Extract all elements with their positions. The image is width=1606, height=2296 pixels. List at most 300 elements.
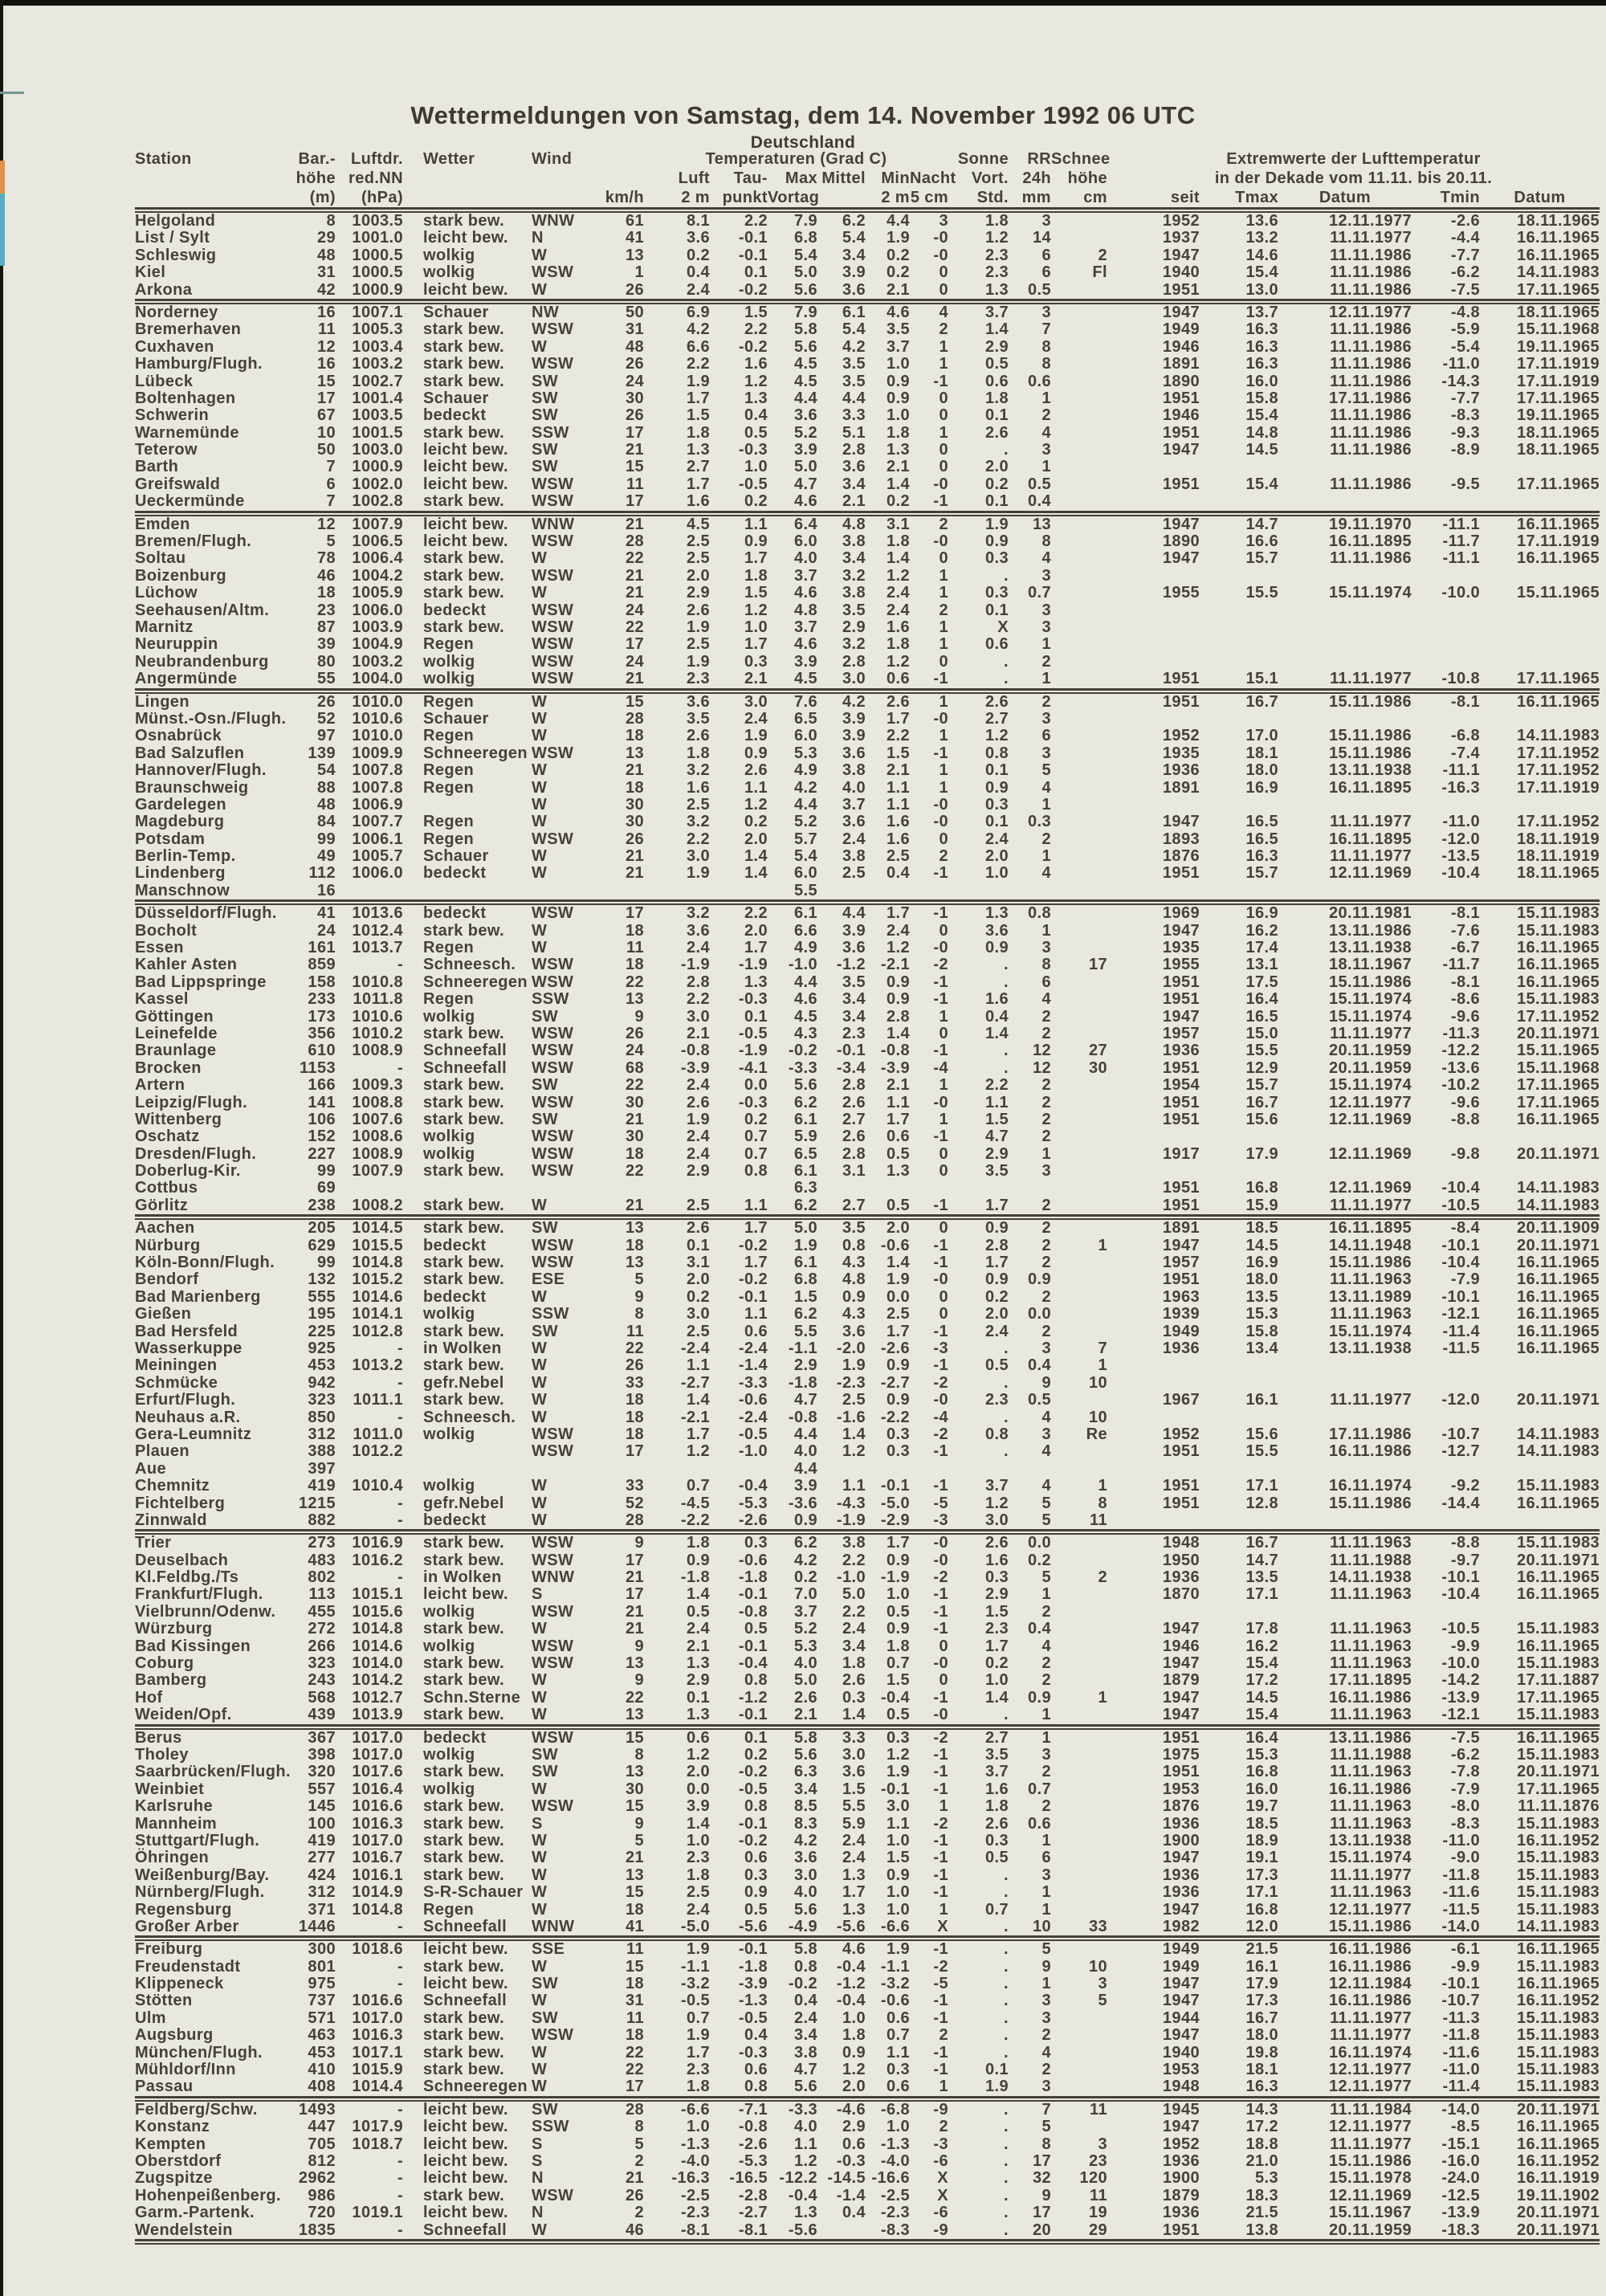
cell-datum2: 18.11.1965 xyxy=(1517,441,1600,459)
cell-seit: 1951 xyxy=(1162,1494,1200,1512)
cell-sonne: 0.3 xyxy=(984,1568,1009,1587)
cell-nacht: -0 xyxy=(933,709,948,728)
cell-max: 3.6 xyxy=(793,406,817,425)
cell-luftdr: - xyxy=(397,1975,403,1993)
cell-datum1 xyxy=(1278,1409,1412,1426)
cell-wetter: leicht bew. xyxy=(423,515,508,533)
table-row xyxy=(135,264,1600,281)
cell-winddir: W xyxy=(532,813,548,831)
cell-tau: 0.5 xyxy=(744,1620,768,1638)
cell-max: 4.6 xyxy=(793,635,817,654)
cell-winddir: WSW xyxy=(532,1058,574,1077)
cell-rr: 2 xyxy=(1041,1219,1051,1238)
cell-tmax: 18.5 xyxy=(1245,1219,1278,1238)
cell-sonne: 2.9 xyxy=(984,337,1009,356)
cell-rr: 3 xyxy=(1041,618,1051,636)
cell-luftdr: - xyxy=(397,1917,403,1935)
cell-min: -2.6 xyxy=(880,1340,910,1357)
cell-tau: 3.0 xyxy=(744,692,768,711)
cell-kmh: 17 xyxy=(625,1442,644,1461)
cell-station: Boizenburg xyxy=(135,566,226,585)
cell-datum2: 17.11.1952 xyxy=(1517,761,1600,780)
cell-datum1: 11.11.1984 xyxy=(1330,2100,1412,2119)
cell-luftdr: 1000.5 xyxy=(352,246,403,264)
cell-max: 4.7 xyxy=(793,1391,817,1409)
cell-tmin: -10.5 xyxy=(1441,1196,1480,1214)
cell-mittel: 0.6 xyxy=(842,2135,866,2153)
cell-max: 6.0 xyxy=(793,864,817,883)
cell-max: 6.8 xyxy=(793,229,817,247)
cell-max: 3.9 xyxy=(793,441,817,459)
cell-kmh: 13 xyxy=(625,1763,644,1781)
cell-tmin xyxy=(1412,1128,1480,1145)
cell-nacht: -0 xyxy=(933,939,948,957)
cell-mittel xyxy=(817,883,866,899)
cell-max: 3.9 xyxy=(793,1477,817,1495)
cell-seit: 1951 xyxy=(1162,2221,1200,2239)
cell-datum2 xyxy=(1480,883,1600,899)
cell-luftdr: 1003.5 xyxy=(352,406,403,425)
cell-nacht: -1 xyxy=(933,1128,948,1146)
cell-tau: 0.8 xyxy=(744,1797,768,1816)
cell-datum1: 17.11.1986 xyxy=(1329,389,1412,407)
cell-datum2: 15.11.1965 xyxy=(1517,584,1600,602)
cell-tmin: -10.5 xyxy=(1441,1620,1480,1638)
cell-winddir xyxy=(532,883,592,899)
cell-rr: 4 xyxy=(1041,1637,1051,1655)
cell-hoehe: 112 xyxy=(308,864,336,883)
cell-tmax: 18.0 xyxy=(1245,1270,1278,1289)
cell-seit xyxy=(1107,797,1200,814)
cell-schnee xyxy=(1051,1323,1107,1340)
cell-tau: -0.5 xyxy=(738,1780,768,1798)
cell-datum2: 16.11.1965 xyxy=(1517,956,1600,974)
scan-artifact-orange xyxy=(0,161,5,194)
cell-mittel: 3.5 xyxy=(842,372,866,390)
cell-rr: 5 xyxy=(1041,761,1051,780)
cell-tmax: 17.5 xyxy=(1245,973,1278,991)
cell-luft: -2.1 xyxy=(680,1408,710,1426)
cell-wetter: stark bew. xyxy=(423,1814,505,1833)
cell-seit xyxy=(1107,459,1200,475)
cell-nacht: -1 xyxy=(933,1236,948,1254)
cell-kmh: 5 xyxy=(634,1831,644,1849)
cell-max: 5.0 xyxy=(793,458,817,476)
cell-wetter: wolkig xyxy=(423,263,475,282)
cell-hoehe: 12 xyxy=(316,337,336,356)
cell-wetter: wolkig xyxy=(423,1425,475,1443)
cell-luftdr: 1014.1 xyxy=(352,1305,403,1323)
cell-tmax: 12.9 xyxy=(1245,1058,1278,1077)
cell-tau: 0.9 xyxy=(744,744,768,762)
cell-tmax: 16.2 xyxy=(1245,921,1278,940)
cell-mittel: 3.9 xyxy=(842,727,866,745)
cell-hoehe: 11 xyxy=(318,320,336,339)
cell-luftdr: 1014.8 xyxy=(352,1620,403,1638)
cell-rr: 20 xyxy=(1032,2221,1051,2239)
cell-luft: 1.2 xyxy=(686,1442,710,1461)
table-row xyxy=(135,1409,1600,1426)
cell-luftdr: 1007.6 xyxy=(352,1110,403,1128)
cell-luft: 2.3 xyxy=(686,1849,710,1867)
cell-luft: 3.1 xyxy=(686,1254,710,1272)
cell-tmin: -6.7 xyxy=(1450,939,1480,957)
header-schnee: Schnee xyxy=(1051,150,1111,168)
cell-luft: 6.6 xyxy=(686,337,710,356)
cell-winddir: WSW xyxy=(532,566,574,585)
table-row xyxy=(135,2170,1600,2187)
cell-sonne: 1.5 xyxy=(984,1110,1009,1128)
cell-seit: 1946 xyxy=(1162,406,1200,425)
cell-seit: 1940 xyxy=(1162,263,1200,282)
table-row xyxy=(135,636,1600,653)
cell-sonne: . xyxy=(1004,2221,1009,2239)
cell-luft xyxy=(644,1461,710,1478)
cell-min xyxy=(866,883,910,899)
cell-sonne: 1.8 xyxy=(984,212,1009,230)
table-row xyxy=(135,304,1600,321)
cell-winddir: W xyxy=(532,2043,548,2062)
cell-min: 0.9 xyxy=(886,1391,910,1409)
cell-winddir: W xyxy=(532,1373,548,1392)
cell-min: -16.6 xyxy=(871,2169,910,2188)
cell-datum2: 14.11.1983 xyxy=(1517,1179,1600,1197)
cell-luft: 1.4 xyxy=(686,1814,710,1833)
cell-schnee xyxy=(1051,321,1107,338)
cell-seit: 1951 xyxy=(1162,1728,1200,1747)
cell-sonne: 2.3 xyxy=(984,1391,1009,1409)
cell-sonne: 0.4 xyxy=(984,1007,1009,1026)
cell-tmax: 15.3 xyxy=(1245,1305,1278,1323)
cell-tmax: 17.8 xyxy=(1245,1620,1278,1638)
cell-seit: 1951 xyxy=(1162,389,1200,407)
cell-wetter: leicht bew. xyxy=(423,2151,508,2170)
cell-winddir: SSW xyxy=(532,990,569,1009)
cell-wetter: stark bew. xyxy=(423,618,505,636)
cell-tmin: -12.0 xyxy=(1441,830,1480,848)
cell-tau: -2.4 xyxy=(738,1408,768,1426)
cell-mittel: 3.6 xyxy=(842,1763,866,1781)
cell-seit: 1940 xyxy=(1162,2043,1200,2062)
cell-sonne: 0.9 xyxy=(984,939,1009,957)
cell-hoehe: 1493 xyxy=(298,2100,336,2119)
cell-hoehe: 141 xyxy=(308,1093,336,1111)
cell-luftdr: 1012.8 xyxy=(352,1322,403,1340)
cell-rr: 3 xyxy=(1041,1992,1051,2010)
cell-kmh: 18 xyxy=(625,1900,644,1919)
cell-hoehe: 26 xyxy=(316,692,336,711)
cell-nacht: -0 xyxy=(933,1093,948,1111)
cell-hoehe: 16 xyxy=(316,881,336,899)
cell-hoehe: 23 xyxy=(316,601,336,619)
cell-kmh: 61 xyxy=(625,212,644,230)
table-row xyxy=(135,1512,1600,1529)
cell-station: Boltenhagen xyxy=(135,389,236,407)
cell-seit: 1947 xyxy=(1162,2118,1200,2136)
cell-hoehe: 227 xyxy=(308,1144,336,1163)
cell-tau: -2.6 xyxy=(738,2135,768,2153)
cell-max: 5.8 xyxy=(793,1728,817,1747)
cell-datum2: 18.11.1965 xyxy=(1517,303,1600,321)
cell-nacht: -6 xyxy=(933,2204,948,2222)
cell-datum1: 14.11.1938 xyxy=(1329,1568,1412,1587)
cell-rr: 2 xyxy=(1041,830,1051,848)
cell-seit: 1951 xyxy=(1162,423,1200,442)
cell-tmin: -13.9 xyxy=(1441,2204,1480,2222)
cell-tmax: 19.1 xyxy=(1245,1849,1278,1867)
cell-rr: 32 xyxy=(1032,2169,1051,2188)
cell-nacht: -1 xyxy=(933,492,948,511)
cell-winddir: W xyxy=(532,1992,548,2010)
cell-seit: 1947 xyxy=(1162,1688,1200,1707)
cell-luftdr: 1016.3 xyxy=(352,1814,403,1833)
cell-winddir: W xyxy=(532,1706,548,1724)
table-row xyxy=(135,1026,1600,1042)
cell-hoehe: 1446 xyxy=(298,1917,336,1935)
table-row xyxy=(135,1781,1600,1798)
cell-wetter: stark bew. xyxy=(423,2008,505,2027)
cell-seit: 1947 xyxy=(1162,1654,1200,1673)
cell-mittel: 2.7 xyxy=(842,1196,866,1214)
cell-tmin: -12.2 xyxy=(1441,1042,1480,1060)
table-row xyxy=(135,1095,1600,1111)
cell-station: Barth xyxy=(135,458,179,476)
cell-max: 5.8 xyxy=(793,1940,817,1959)
cell-hoehe: 8 xyxy=(326,212,336,230)
cell-luft: 0.0 xyxy=(686,1780,710,1798)
cell-schnee: 3 xyxy=(1098,2135,1107,2153)
cell-luft: 3.6 xyxy=(686,229,710,247)
cell-station: Essen xyxy=(135,939,184,957)
cell-max: 3.4 xyxy=(793,1780,817,1798)
cell-hoehe: 5 xyxy=(326,532,336,551)
cell-luft: 1.4 xyxy=(686,1391,710,1409)
cell-datum2: 19.11.1902 xyxy=(1517,2186,1600,2204)
cell-seit: 1947 xyxy=(1162,549,1200,568)
cell-wetter: bedeckt xyxy=(423,1511,487,1529)
cell-seit: 1900 xyxy=(1162,2169,1200,2188)
cell-tmax: 16.9 xyxy=(1245,904,1278,923)
cell-tau: -0.2 xyxy=(738,337,768,356)
cell-rr: 5 xyxy=(1041,1511,1051,1529)
cell-rr: 0.6 xyxy=(1027,1814,1051,1833)
cell-kmh: 30 xyxy=(625,389,644,407)
cell-wetter: stark bew. xyxy=(423,1254,505,1272)
cell-nacht: -1 xyxy=(933,990,948,1009)
cell-tau: -0.6 xyxy=(738,1391,768,1409)
cell-luft: 1.8 xyxy=(686,2078,710,2096)
cell-datum1: 11.11.1977 xyxy=(1330,1866,1412,1884)
cell-station: Feldberg/Schw. xyxy=(135,2100,258,2119)
cell-min: -8.3 xyxy=(880,2221,910,2239)
cell-winddir: W xyxy=(532,795,548,814)
cell-datum1: 15.11.1974 xyxy=(1329,1322,1412,1340)
cell-min: 1.6 xyxy=(886,830,910,848)
cell-min: 0.9 xyxy=(886,1356,910,1375)
table-row xyxy=(135,1357,1600,1374)
cell-max: 2.9 xyxy=(793,1356,817,1375)
cell-tmin: -9.9 xyxy=(1450,1957,1480,1976)
cell-tmax: 16.6 xyxy=(1245,532,1278,551)
table-row xyxy=(135,848,1600,865)
cell-kmh: 17 xyxy=(625,2078,644,2096)
cell-kmh: 17 xyxy=(625,492,644,511)
table-row xyxy=(135,533,1600,550)
cell-mittel: 1.1 xyxy=(842,1477,866,1495)
cell-datum2: 15.11.1983 xyxy=(1517,1883,1600,1902)
table-row xyxy=(135,1655,1600,1672)
cell-kmh: 5 xyxy=(634,1270,644,1289)
cell-rr: 6 xyxy=(1041,263,1051,282)
cell-winddir: SW xyxy=(532,372,559,390)
cell-winddir: W xyxy=(532,1780,548,1798)
cell-hoehe: 277 xyxy=(308,1849,336,1867)
cell-luft: 2.2 xyxy=(686,830,710,848)
cell-kmh: 31 xyxy=(625,1992,644,2010)
table-row xyxy=(135,1816,1600,1833)
cell-wetter: Regen xyxy=(423,761,475,780)
cell-sonne: . xyxy=(1004,1866,1009,1884)
cell-winddir: W xyxy=(532,761,548,780)
table-row xyxy=(135,1849,1600,1866)
cell-wetter: Schauer xyxy=(423,847,489,866)
cell-nacht: -5 xyxy=(933,1975,948,1993)
cell-station: Kahler Asten xyxy=(135,956,238,974)
cell-winddir: WSW xyxy=(532,1024,574,1042)
cell-luft: 3.6 xyxy=(686,692,710,711)
cell-tmin: -10.1 xyxy=(1441,1975,1480,1993)
cell-winddir: WSW xyxy=(532,1654,574,1673)
cell-datum1 xyxy=(1278,1604,1412,1621)
cell-tmin: -10.0 xyxy=(1441,584,1480,602)
cell-datum2: 16.11.1965 xyxy=(1517,2135,1600,2153)
cell-wetter: stark bew. xyxy=(423,1551,505,1569)
cell-luft: 2.5 xyxy=(686,795,710,814)
cell-wetter: stark bew. xyxy=(423,320,505,339)
cell-station: Arkona xyxy=(135,280,193,299)
cell-datum1: 16.11.1974 xyxy=(1329,2043,1412,2062)
cell-luft: 2.6 xyxy=(686,601,710,619)
cell-rr: 6 xyxy=(1041,1849,1051,1867)
cell-datum2: 14.11.1983 xyxy=(1517,1442,1600,1461)
table-row xyxy=(135,213,1600,230)
cell-hoehe: 99 xyxy=(316,1162,336,1181)
cell-nacht: 2 xyxy=(939,847,948,866)
cell-kmh: 22 xyxy=(625,1340,644,1357)
header-mm-unit: mm xyxy=(1021,189,1051,206)
cell-seit: 1955 xyxy=(1162,584,1200,602)
cell-mittel: 5.1 xyxy=(842,423,866,442)
cell-sonne: 1.7 xyxy=(984,1196,1009,1214)
cell-wetter: stark bew. xyxy=(423,1162,505,1181)
cell-hoehe: 367 xyxy=(308,1728,336,1747)
cell-mittel: 3.8 xyxy=(842,532,866,551)
header-barhoehe-sub: höhe xyxy=(296,169,336,187)
cell-datum1: 15.11.1974 xyxy=(1329,990,1412,1009)
cell-wetter: wolkig xyxy=(423,1637,475,1655)
cell-tmin: -11.1 xyxy=(1442,515,1480,533)
cell-hoehe: 568 xyxy=(308,1688,336,1707)
cell-min: -6.8 xyxy=(880,2100,910,2119)
cell-min: 2.1 xyxy=(886,1076,910,1095)
cell-kmh: 18 xyxy=(625,1144,644,1163)
cell-datum1: 16.11.1986 xyxy=(1329,1442,1412,1461)
cell-tau: 1.7 xyxy=(744,1219,768,1238)
cell-min: 1.0 xyxy=(886,1883,910,1902)
cell-nacht: 1 xyxy=(939,355,948,373)
cell-kmh: 24 xyxy=(625,372,644,390)
cell-seit: 1947 xyxy=(1162,921,1200,940)
cell-nacht: -1 xyxy=(933,2061,948,2079)
cell-max: 5.0 xyxy=(793,1671,817,1690)
header-extremwerte-group: Extremwerte der Lufttemperatur xyxy=(1226,150,1481,168)
table-row xyxy=(135,1042,1600,1059)
cell-tmin: -9.6 xyxy=(1450,1093,1480,1111)
cell-station: Fichtelberg xyxy=(135,1494,226,1512)
cell-min: -1.9 xyxy=(880,1568,910,1587)
cell-min: 4.4 xyxy=(886,212,910,230)
cell-nacht: -1 xyxy=(933,1763,948,1781)
cell-mittel: -0.4 xyxy=(836,1957,866,1976)
cell-max: 5.6 xyxy=(793,1076,817,1095)
cell-max: 5.4 xyxy=(793,246,817,264)
cell-station: Teterow xyxy=(135,441,198,459)
cell-rr: 3 xyxy=(1041,939,1051,957)
cell-wetter: bedeckt xyxy=(423,864,487,883)
cell-station: Nürburg xyxy=(135,1236,201,1254)
cell-tmin: -8.3 xyxy=(1450,406,1480,425)
cell-station: Plauen xyxy=(135,1442,190,1461)
cell-hoehe: 152 xyxy=(308,1128,336,1146)
cell-station: Seehausen/Altm. xyxy=(135,601,270,619)
cell-tmax: 17.2 xyxy=(1245,1671,1278,1690)
cell-luft: 2.5 xyxy=(686,1883,710,1902)
cell-mittel: -2.3 xyxy=(836,1373,866,1392)
cell-datum2: 20.11.1971 xyxy=(1517,1024,1600,1042)
cell-datum2: 18.11.1965 xyxy=(1517,212,1600,230)
cell-kmh: 46 xyxy=(625,2221,644,2239)
cell-tmax: 5.3 xyxy=(1254,2169,1278,2188)
cell-nacht: 0 xyxy=(939,921,948,940)
cell-kmh: 30 xyxy=(625,1093,644,1111)
cell-mittel: 3.5 xyxy=(842,601,866,619)
cell-luftdr: 1013.6 xyxy=(352,904,403,923)
table-row xyxy=(135,711,1600,728)
cell-luftdr: 1003.5 xyxy=(352,212,403,230)
cell-station: Coburg xyxy=(135,1654,194,1673)
cell-max: 5.4 xyxy=(793,847,817,866)
cell-sonne: 0.5 xyxy=(984,1356,1009,1375)
cell-kmh: 22 xyxy=(625,1076,644,1095)
cell-tmax: 13.0 xyxy=(1245,280,1278,299)
cell-nacht: 0 xyxy=(939,441,948,459)
cell-winddir: SW xyxy=(532,1975,559,1993)
cell-wetter: Regen xyxy=(423,692,475,711)
cell-kmh: 21 xyxy=(625,1110,644,1128)
cell-station: Ueckermünde xyxy=(135,492,245,511)
table-row xyxy=(135,923,1600,940)
cell-kmh: 18 xyxy=(625,2026,644,2045)
cell-luftdr: 1010.2 xyxy=(352,1024,403,1042)
cell-seit: 1951 xyxy=(1162,1058,1200,1077)
cell-kmh: 15 xyxy=(625,1797,644,1816)
cell-hoehe: 812 xyxy=(308,2151,336,2170)
cell-nacht: 0 xyxy=(939,1305,948,1323)
cell-tmax: 14.5 xyxy=(1245,441,1278,459)
cell-nacht: 2 xyxy=(939,515,948,533)
cell-schnee: 27 xyxy=(1088,1042,1107,1060)
cell-luft: 2.5 xyxy=(686,532,710,551)
